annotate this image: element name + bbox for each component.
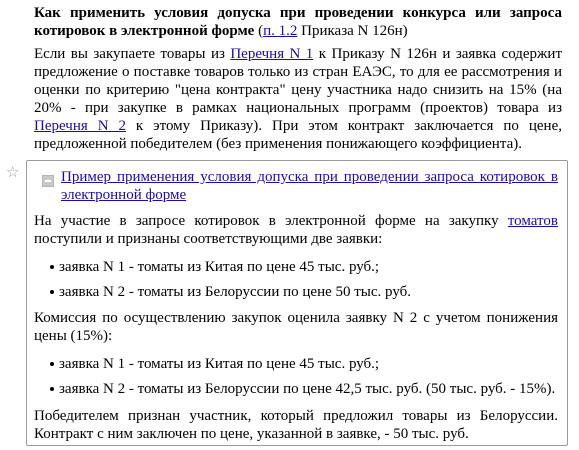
link-tomatoes[interactable]: томатов (507, 213, 558, 229)
link-perechen-1[interactable]: Перечня N 1 (230, 46, 314, 62)
example-intro-part1: На участие в запросе котировок в электронной форме на закупку (34, 213, 508, 229)
bullet-dot-icon (50, 265, 54, 269)
bullet-dot-icon (50, 290, 54, 294)
bid-evaluated-2: заявка N 2 - томаты из Белоруссии по цене 42,5 тыс. руб. (50 тыс. руб. - 15%). (59, 381, 556, 397)
intro-part1: Если вы закупаете товары из (34, 46, 231, 62)
bid-evaluated-1: заявка N 1 - томаты из Китая по цене 45 тыс. руб.; (59, 356, 380, 372)
intro-paragraph (34, 45, 562, 153)
intro-part2: к Приказу N 126н и заявка содержит предложение о поставке товаров только из стран ЕАЭС, то для ее рассмотрения и оценки по критерию "цена контракта" цену участника надо снизить на 15% (на 20% - при закупке в рамках национальных программ (проектов) товара из (34, 46, 563, 116)
example-title-link[interactable]: Пример применения условия допуска при проведении запроса котировок в электронной форме (61, 169, 558, 203)
list-item (50, 355, 379, 373)
winner-paragraph: Победителем признан участник, который предложил товары из Белоруссии. Контракт с ним заключен по цене, указанной в заявке, - 50 тыс. руб. (34, 408, 558, 442)
bid-initial-1: заявка N 1 - томаты из Китая по цене 45 тыс. руб.; (59, 259, 380, 275)
heading-link-p-1-2[interactable]: п. 1.2 (263, 23, 298, 39)
bullet-dot-icon (50, 387, 54, 391)
link-perechen-2[interactable]: Перечня N 2 (34, 118, 126, 134)
list-item (50, 258, 379, 276)
intro-part3: к этому Приказу). При этом контракт заключается по цене, предложенной победителем (без применения понижающего коэффициента). (34, 118, 562, 152)
list-item (50, 283, 411, 301)
bid-initial-2: заявка N 2 - томаты из Белоруссии по цене 50 тыс. руб. (59, 284, 412, 300)
example-title (61, 168, 558, 204)
heading-open-paren: ( (254, 23, 264, 39)
bookmark-star-icon[interactable]: ☆ (6, 163, 20, 181)
heading-after-link: Приказа N 126н) (297, 23, 408, 39)
bullet-dot-icon (50, 362, 54, 366)
list-item (50, 380, 555, 398)
heading-text: Как применить условия допуска при проведении конкурса или запроса котировок в электронной форме (34, 5, 562, 39)
example-intro-paragraph (34, 212, 558, 248)
commission-paragraph: Комиссия по осуществлению закупок оценила заявку N 2 с учетом понижения цены (15%): (34, 310, 558, 344)
section-heading (34, 4, 562, 40)
example-intro-part2: поступили и признаны соответствующими две заявки: (34, 231, 383, 247)
collapse-icon[interactable] (42, 175, 54, 187)
